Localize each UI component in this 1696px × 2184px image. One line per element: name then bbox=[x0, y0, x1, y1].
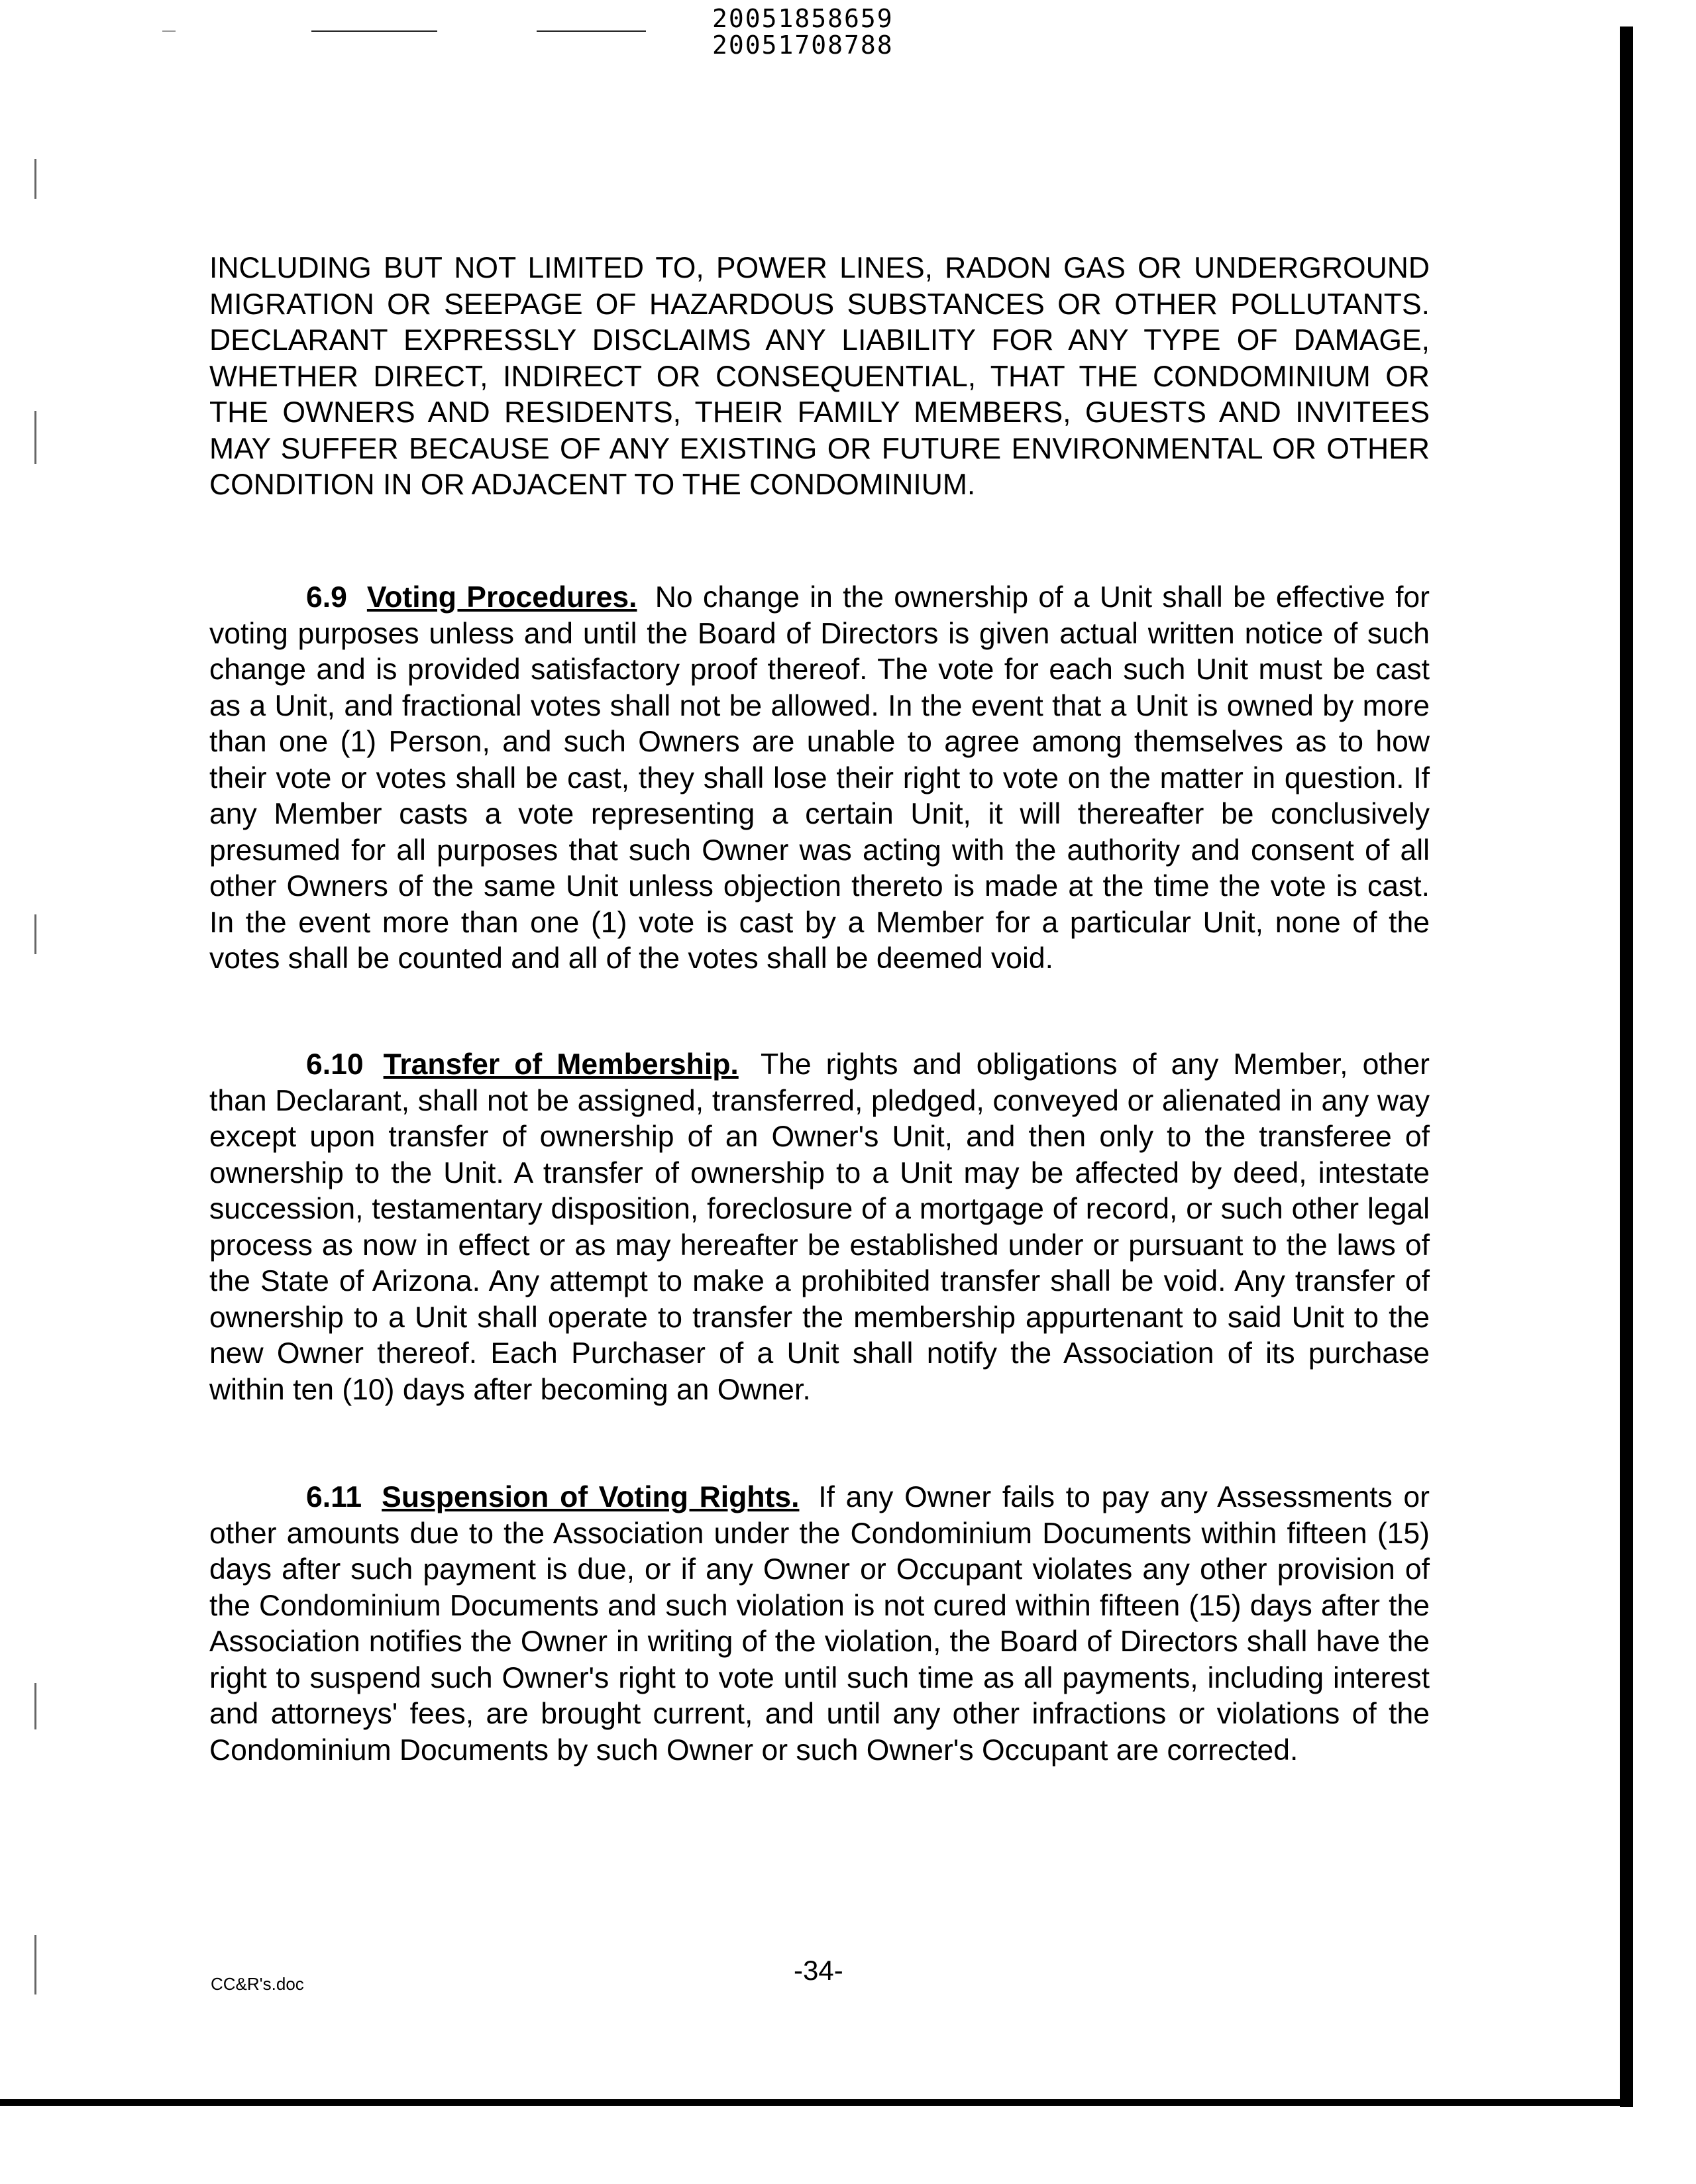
recording-number-stamp: 20051858659 bbox=[712, 4, 894, 33]
footer-filename: CC&R's.doc bbox=[211, 1974, 304, 1994]
scan-artifact-speck bbox=[34, 1683, 36, 1729]
scan-border-right bbox=[1620, 27, 1633, 2107]
section-title: Suspension of Voting Rights. bbox=[382, 1481, 800, 1513]
scan-artifact-dash bbox=[311, 30, 437, 32]
section-6-11 bbox=[209, 1480, 1430, 1769]
scan-border-bottom bbox=[0, 2099, 1633, 2106]
scan-artifact-speck bbox=[34, 411, 36, 464]
paragraph-continuation: INCLUDING BUT NOT LIMITED TO, POWER LINES, RADON GAS OR UNDERGROUND MIGRATION OR SEEPAGE OF HAZARDOUS SUBSTANCES OR OTHER POLLUTANTS. DECLARANT EXPRESSLY DISCLAIMS ANY LIABILITY FOR ANY TYPE OF DAMAGE, WHETHER DIRECT, INDIRECT OR CONSEQUENTIAL, THAT THE CONDOMINIUM OR THE OWNERS AND RESIDENTS, THEIR FAMILY MEMBERS, GUESTS AND INVITEES MAY SUFFER BECAUSE OF ANY EXISTING OR FUTURE ENVIRONMENTAL OR OTHER CONDITION IN OR ADJACENT TO THE CONDOMINIUM. bbox=[209, 252, 1430, 501]
section-title: Transfer of Membership. bbox=[383, 1048, 739, 1081]
section-title: Voting Procedures. bbox=[366, 581, 637, 614]
scan-artifact-dash bbox=[162, 30, 176, 32]
scan-artifact-dash bbox=[537, 30, 646, 32]
section-body: The rights and obligations of any Member, other than Declarant, shall not be assigned, transferred, pledged, conveyed or alienated in any way except upon transfer of ownership of an Owner's Unit, and then only to the transferee of ownership to the Unit. A transfer of ownership to a Unit may be affected by deed, intestate succession, testamentary disposition, foreclosure of a mortgage of record, or such other legal process as now in effect or as may hereafter be established under or pursuant to the laws of the State of Arizona. Any attempt to make a prohibited transfer shall be void. Any transfer of ownership to a Unit shall operate to transfer the membership appurtenant to said Unit to the new Owner thereof. Each Purchaser of a Unit shall notify the Association of its purchase within ten (10) days after becoming an Owner. bbox=[209, 1048, 1430, 1406]
section-body: No change in the ownership of a Unit shall be effective for voting purposes unless and until the Board of Directors is given actual written notice of such change and is provided satisfactory proof thereof. The vote for each such Unit must be cast as a Unit, and fractional votes shall not be allowed. In the event that a Unit is owned by more than one (1) Person, and such Owners are unable to agree among themselves as to how their vote or votes shall be cast, they shall lose their right to vote on the matter in question. If any Member casts a vote representing a certain Unit, it will thereafter be conclusively presumed for all purposes that such Owner was acting with the authority and consent of all other Owners of the same Unit unless objection thereto is made at the time the vote is cast. In the event more than one (1) vote is cast by a Member for a particular Unit, none of the votes shall be counted and all of the votes shall be deemed void. bbox=[209, 581, 1430, 975]
section-6-10 bbox=[209, 1047, 1430, 1408]
scan-artifact-speck bbox=[34, 159, 36, 199]
section-number: 6.11 bbox=[306, 1481, 362, 1513]
scan-artifact-speck bbox=[34, 914, 36, 954]
section-number: 6.10 bbox=[306, 1048, 364, 1081]
section-6-9 bbox=[209, 580, 1430, 977]
scan-artifact-speck bbox=[34, 1935, 36, 1994]
recording-number-stamp: 20051708788 bbox=[712, 30, 894, 60]
section-number: 6.9 bbox=[306, 581, 347, 614]
page-number: -34- bbox=[794, 1955, 843, 1986]
section-body: If any Owner fails to pay any Assessments or other amounts due to the Association under the Condominium Documents within fifteen (15) days after such payment is due, or if any Owner or Occupant violates any other provision of the Condominium Documents and such violation is not cured within fifteen (15) days after the Association notifies the Owner in writing of the violation, the Board of Directors shall have the right to suspend such Owner's right to vote until such time as all payments, including interest and attorneys' fees, are brought current, and until any other infractions or violations of the Condominium Documents by such Owner or such Owner's Occupant are corrected. bbox=[209, 1481, 1430, 1767]
